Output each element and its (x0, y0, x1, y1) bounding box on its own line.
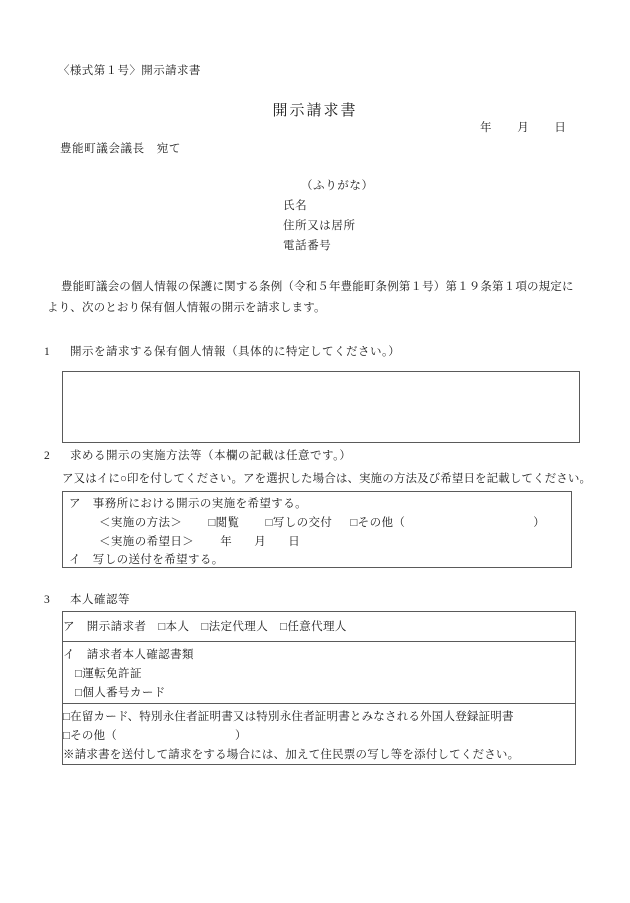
mail-request-note: ※請求書を送付して請求をする場合には、加えて住民票の写し等を添付してください。 (63, 749, 520, 761)
date-day-label: 日 (554, 122, 567, 134)
ordinance-line-1: 豊能町議会の個人情報の保護に関する条例（令和５年豊能町条例第１号）第１９条第１項の規定に (61, 281, 574, 293)
implementation-method-row (99, 514, 545, 530)
ordinance-paragraph (47, 277, 587, 319)
document-other-close-paren: ） (234, 730, 247, 742)
desired-day-label[interactable]: 日 (288, 536, 301, 548)
section-1-heading (44, 343, 400, 359)
checkbox-method-other[interactable]: □その他（ (350, 517, 406, 529)
furigana-label: （ふりがな） (301, 180, 374, 192)
section-2-number: 2 (44, 450, 51, 462)
section-2-box (62, 491, 572, 568)
desired-year-label[interactable]: 年 (220, 536, 233, 548)
name-label: 氏名 (283, 200, 308, 212)
section-1-entry-box[interactable] (62, 371, 580, 443)
section-3-heading (44, 591, 130, 607)
checkbox-document-other[interactable]: □その他（ (63, 730, 117, 742)
addressee-label: 豊能町議会議長 宛て (60, 143, 181, 155)
desired-date-row (99, 533, 300, 549)
checkbox-document-other-row (63, 727, 575, 746)
method-other-close-paren: ） (533, 517, 546, 529)
identification-documents-title: イ 請求者本人確認書類 (63, 649, 194, 661)
option-b-row[interactable]: イ 写しの送付を希望する。 (69, 554, 224, 566)
requester-type-row[interactable]: ア 開示請求者 □本人 □法定代理人 □任意代理人 (63, 621, 347, 633)
option-a-row[interactable]: ア 事務所における開示の実施を希望する。 (69, 498, 307, 510)
phone-label: 電話番号 (283, 240, 332, 252)
address-label: 住所又は居所 (283, 220, 356, 232)
desired-date-label: ＜実施の希望日＞ (99, 536, 195, 548)
section-3-number: 3 (44, 594, 51, 606)
date-line (480, 119, 566, 135)
section-2-title: 求める開示の実施方法等（本欄の記載は任意です。） (70, 450, 352, 462)
checkbox-my-number-card[interactable]: □個人番号カード (75, 687, 166, 699)
page-title: 開示請求書 (272, 103, 358, 119)
section-3-divider-1 (63, 641, 575, 642)
date-year-label: 年 (480, 122, 492, 134)
section-1-title: 開示を請求する保有個人情報（具体的に特定してください。） (70, 346, 401, 358)
section-1-number: 1 (44, 346, 51, 358)
form-number-label: 〈様式第１号〉開示請求書 (58, 65, 201, 77)
section-2-note: ア又はイに○印を付してください。アを選択した場合は、実施の方法及び希望日を記載してください。 (62, 473, 592, 485)
identification-documents-row (63, 646, 575, 703)
section-3-box (62, 611, 576, 765)
checkbox-drivers-license[interactable]: □運転免許証 (75, 668, 142, 680)
desired-month-label[interactable]: 月 (254, 536, 267, 548)
checkbox-residence-card[interactable]: □在留カード、特別永住者証明書又は特別永住者証明書とみなされる外国人登録証明書 (63, 711, 514, 723)
section-3-divider-2 (63, 703, 575, 704)
implementation-method-label: ＜実施の方法＞ (99, 517, 183, 529)
checkbox-viewing[interactable]: □閲覧 (208, 517, 240, 529)
checkbox-copy-delivery[interactable]: □写しの交付 (265, 517, 333, 529)
ordinance-line-2: より、次のとおり保有個人情報の開示を請求します。 (47, 302, 326, 314)
section-3-title: 本人確認等 (70, 594, 130, 606)
section-2-heading (44, 447, 351, 463)
date-month-label: 月 (517, 122, 529, 134)
applicant-info-block (283, 176, 374, 256)
additional-documents-row (63, 708, 575, 765)
